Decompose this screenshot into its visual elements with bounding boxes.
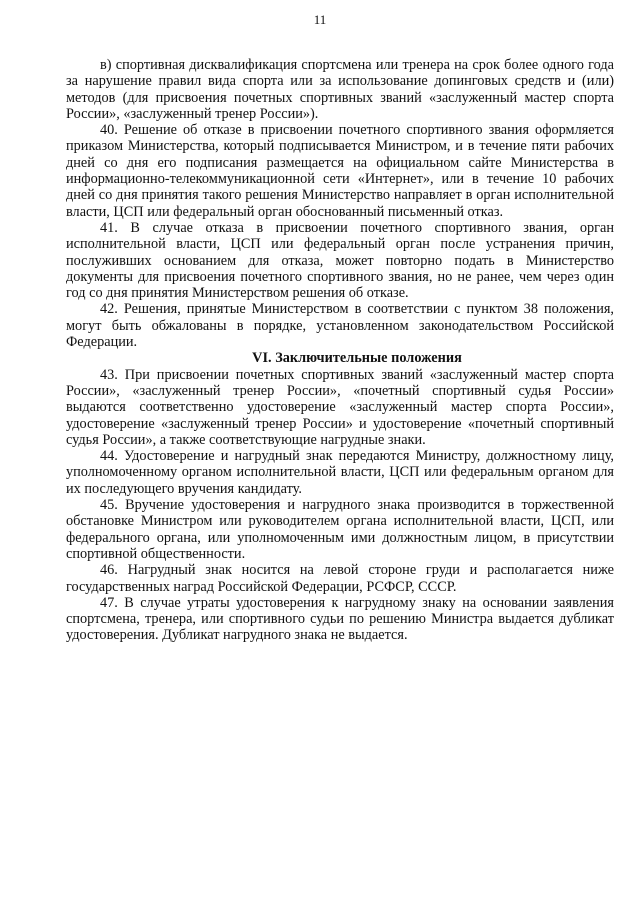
paragraph-45: 45. Вручение удостоверения и нагрудного знака производится в торжественной обстановке Министром или руководителем органа исполнительной власти, ЦСП, или федерального органа, или уполномоченным ими должностным лицом, в присутствии спортивной общественности. — [66, 497, 614, 562]
paragraph-44: 44. Удостоверение и нагрудный знак передаются Министру, должностному лицу, уполномоченному органом исполнительной власти, ЦСП или федеральным органом для их последующего вручения кандидату. — [66, 448, 614, 497]
paragraph-42: 42. Решения, принятые Министерством в соответствии с пунктом 38 положения, могут быть обжалованы в порядке, установленном законодательством Российской Федерации. — [66, 301, 614, 351]
paragraph-47: 47. В случае утраты удостоверения к нагрудному знаку на основании заявления спортсмена, тренера, или спортивного судьи по решению Министра выдается дубликат удостоверения. Дубликат нагрудного знака не выдается. — [66, 594, 614, 644]
document-body — [66, 57, 614, 644]
paragraph-41: 41. В случае отказа в присвоении почетного спортивного звания, орган исполнительной власти, ЦСП или федеральный орган после устранения причин, послуживших основанием для отказа, может повторно подать в Министерство документы для присвоения почетного спортивного звания, но не ранее, чем через один год со дня принятия Министерством решения об отказе. — [66, 219, 614, 302]
section-title: VI. Заключительные положения — [252, 350, 462, 367]
page-number: 11 — [313, 12, 327, 27]
paragraph-v: в) спортивная дисквалификация спортсмена или тренера на срок более одного года за нарушение правил вида спорта или за использование допинговых средств и (или) методов (для присвоения почетных спортивных званий «заслуженный мастер спорта России», «заслуженный тренер России»). — [66, 57, 614, 122]
paragraph-40: 40. Решение об отказе в присвоении почетного спортивного звания оформляется приказом Министерства, который подписывается Министром, и в течение пяти рабочих дней со дня его подписания размещается на официальном сайте Министерства в информационно-телекоммуникационной сети «Интернет», или в течение 10 рабочих дней со дня принятия такого решения Министерство направляет в орган исполнительной власти, ЦСП или федеральный орган обоснованный письменный отказ. — [66, 122, 614, 220]
paragraph-46: 46. Нагрудный знак носится на левой стороне груди и располагается ниже государственных наград Российской Федерации, РСФСР, СССР. — [66, 562, 614, 595]
paragraph-43: 43. При присвоении почетных спортивных званий «заслуженный мастер спорта России», «заслуженный тренер России», «почетный спортивный судья России» выдаются соответственно удостоверение «заслуженный мастер спорта России», удостоверение «заслуженный тренер России» и удостоверение «почетный спортивный судья России», а также соответствующие нагрудные знаки. — [66, 366, 614, 448]
